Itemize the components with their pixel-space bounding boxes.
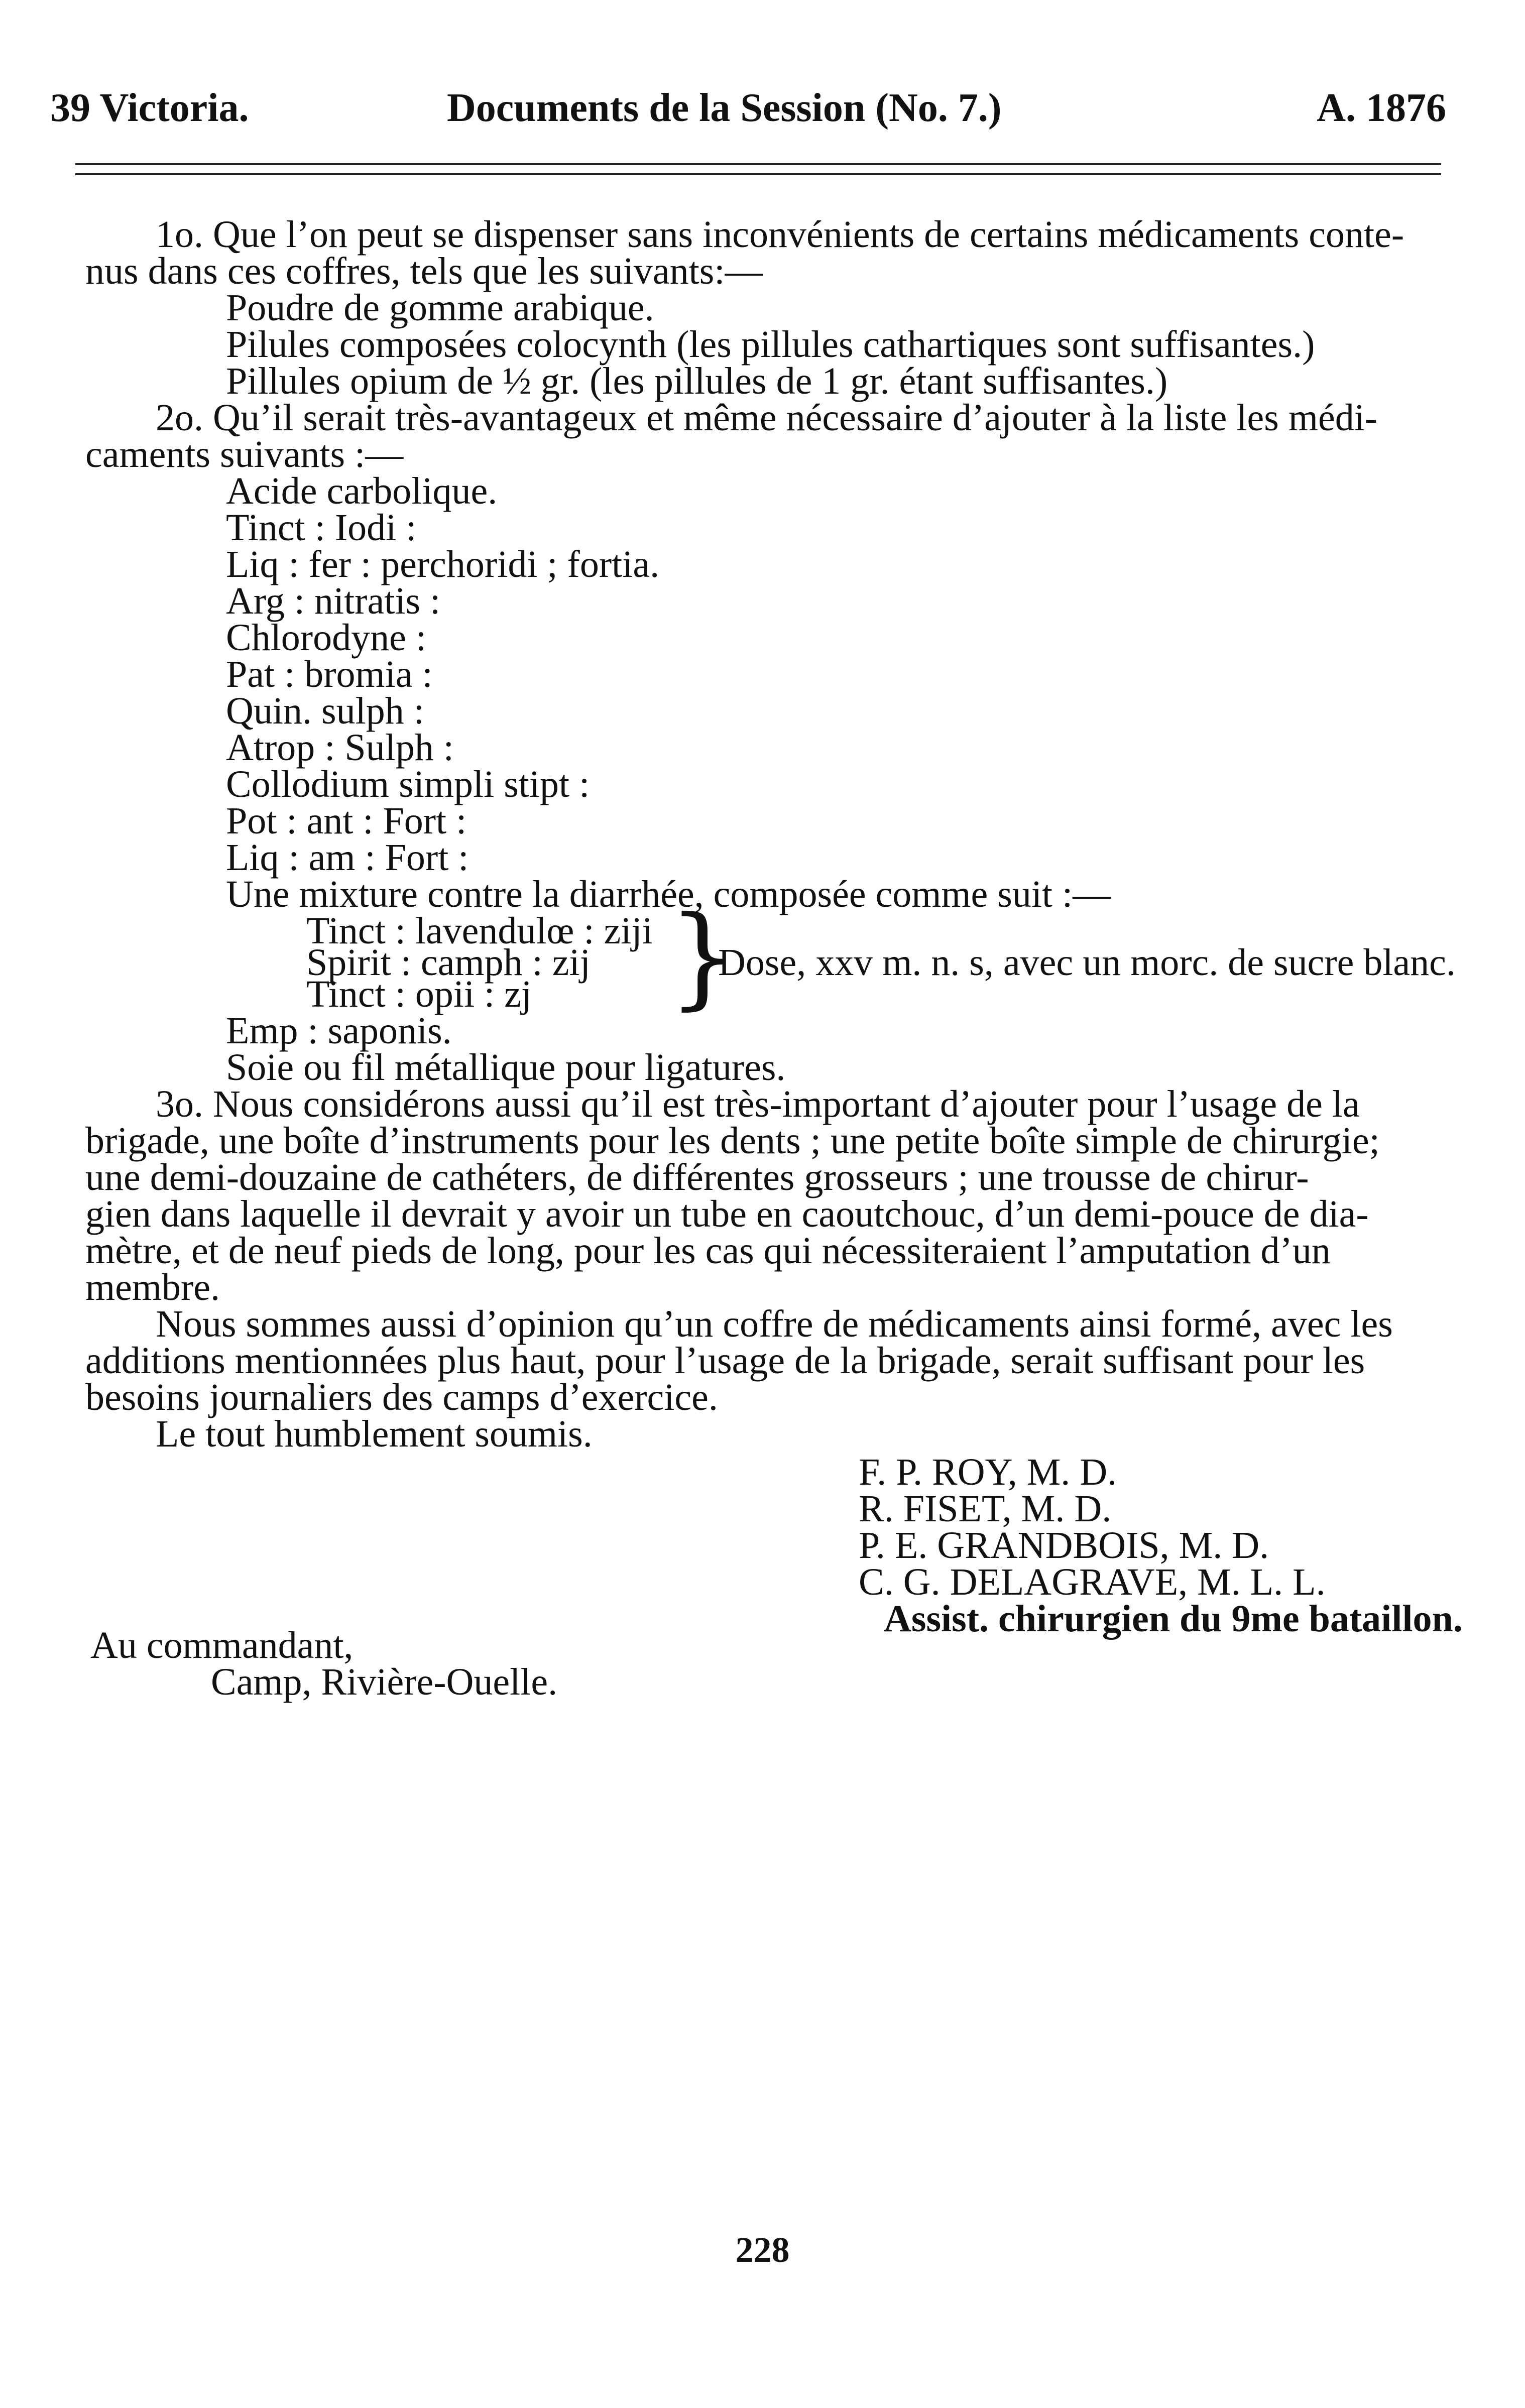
para1-item3: Pillules opium de ½ gr. (les pillules de 1 gr. étant suffisantes.) [226, 360, 1168, 402]
mixture-line: Tinct : lavendulœ : ziji [306, 910, 653, 952]
list-item: Arg : nitratis : [226, 580, 441, 622]
signature-name: P. E. GRANDBOIS, M. D. [859, 1524, 1269, 1567]
para2-line1: 2o. Qu’il serait très-avantageux et même nécessaire d’ajouter à la liste les médi- [156, 397, 1378, 439]
emp-line: Emp : saponis. [226, 1010, 452, 1052]
mixture-line: Tinct : opii : zj [306, 973, 532, 1015]
page-number: 228 [735, 2230, 790, 2270]
list-item: Collodium simpli stipt : [226, 763, 590, 805]
dose-note: Dose, xxv m. n. s, avec un morc. de sucre blanc. [718, 941, 1456, 984]
addressee-line1: Au commandant, [90, 1624, 354, 1666]
list-item: Quin. sulph : [226, 690, 424, 732]
list-item: Atrop : Sulph : [226, 727, 454, 769]
signature-title: Assist. chirurgien du 9me bataillon. [884, 1598, 1463, 1640]
para1-item1: Poudre de gomme arabique. [226, 287, 654, 329]
para1-line2: nus dans ces coffres, tels que les suivants:— [85, 250, 763, 292]
header-rule-bottom [75, 173, 1441, 175]
list-item: Pot : ant : Fort : [226, 800, 467, 842]
addressee-line2: Camp, Rivière-Ouelle. [211, 1661, 558, 1703]
para3-line: 3o. Nous considérons aussi qu’il est très-important d’ajouter pour l’usage de la [156, 1083, 1360, 1125]
para3-line: membre. [85, 1266, 220, 1308]
page-header [50, 80, 1446, 136]
mixture-line: Spirit : camph : zij [306, 941, 591, 984]
list-item: Chlorodyne : [226, 617, 426, 659]
header-volume: 39 Victoria. [50, 86, 249, 130]
para3-line: mètre, et de neuf pieds de long, pour les cas qui nécessiteraient l’amputation d’un [85, 1230, 1331, 1272]
list-item: Acide carbolique. [226, 470, 498, 512]
para2-line2: caments suivants :— [85, 433, 404, 475]
para4-line: additions mentionnées plus haut, pour l’usage de la brigade, serait suffisant pour les [85, 1340, 1365, 1382]
header-rule-top [75, 163, 1441, 165]
list-item: Tinct : Iodi : [226, 507, 417, 549]
list-item: Une mixture contre la diarrhée, composée comme suit :— [226, 873, 1111, 915]
para3-line: gien dans laquelle il devrait y avoir un tube en caoutchouc, d’un demi-pouce de dia- [85, 1193, 1369, 1235]
header-title: Documents de la Session (No. 7.) [447, 86, 1002, 130]
list-item: Pat : bromia : [226, 653, 433, 695]
list-item: Liq : am : Fort : [226, 836, 469, 879]
para1-item2: Pilules composées colocynth (les pillules cathartiques sont suffisantes.) [226, 323, 1315, 366]
para1-line1: 1o. Que l’on peut se dispenser sans inconvénients de certains médicaments conte- [156, 213, 1404, 256]
para3-line: brigade, une boîte d’instruments pour les dents ; une petite boîte simple de chirurgie; [85, 1120, 1380, 1162]
soie-line: Soie ou fil métallique pour ligatures. [226, 1046, 786, 1089]
para4-line: besoins journaliers des camps d’exercice. [85, 1376, 718, 1418]
header-year: A. 1876 [1317, 86, 1446, 130]
mixture-brace: } [668, 892, 738, 1021]
list-item: Liq : fer : perchoridi ; fortia. [226, 543, 660, 585]
para4-line: Nous sommes aussi d’opinion qu’un coffre de médicaments ainsi formé, avec les [156, 1303, 1393, 1345]
signature-name: C. G. DELAGRAVE, M. L. L. [859, 1561, 1326, 1603]
closing-line: Le tout humblement soumis. [156, 1413, 593, 1455]
para3-line: une demi-douzaine de cathéters, de différentes grosseurs ; une trousse de chirur- [85, 1156, 1309, 1198]
signature-name: R. FISET, M. D. [859, 1488, 1112, 1530]
signature-name: F. P. ROY, M. D. [859, 1451, 1117, 1493]
